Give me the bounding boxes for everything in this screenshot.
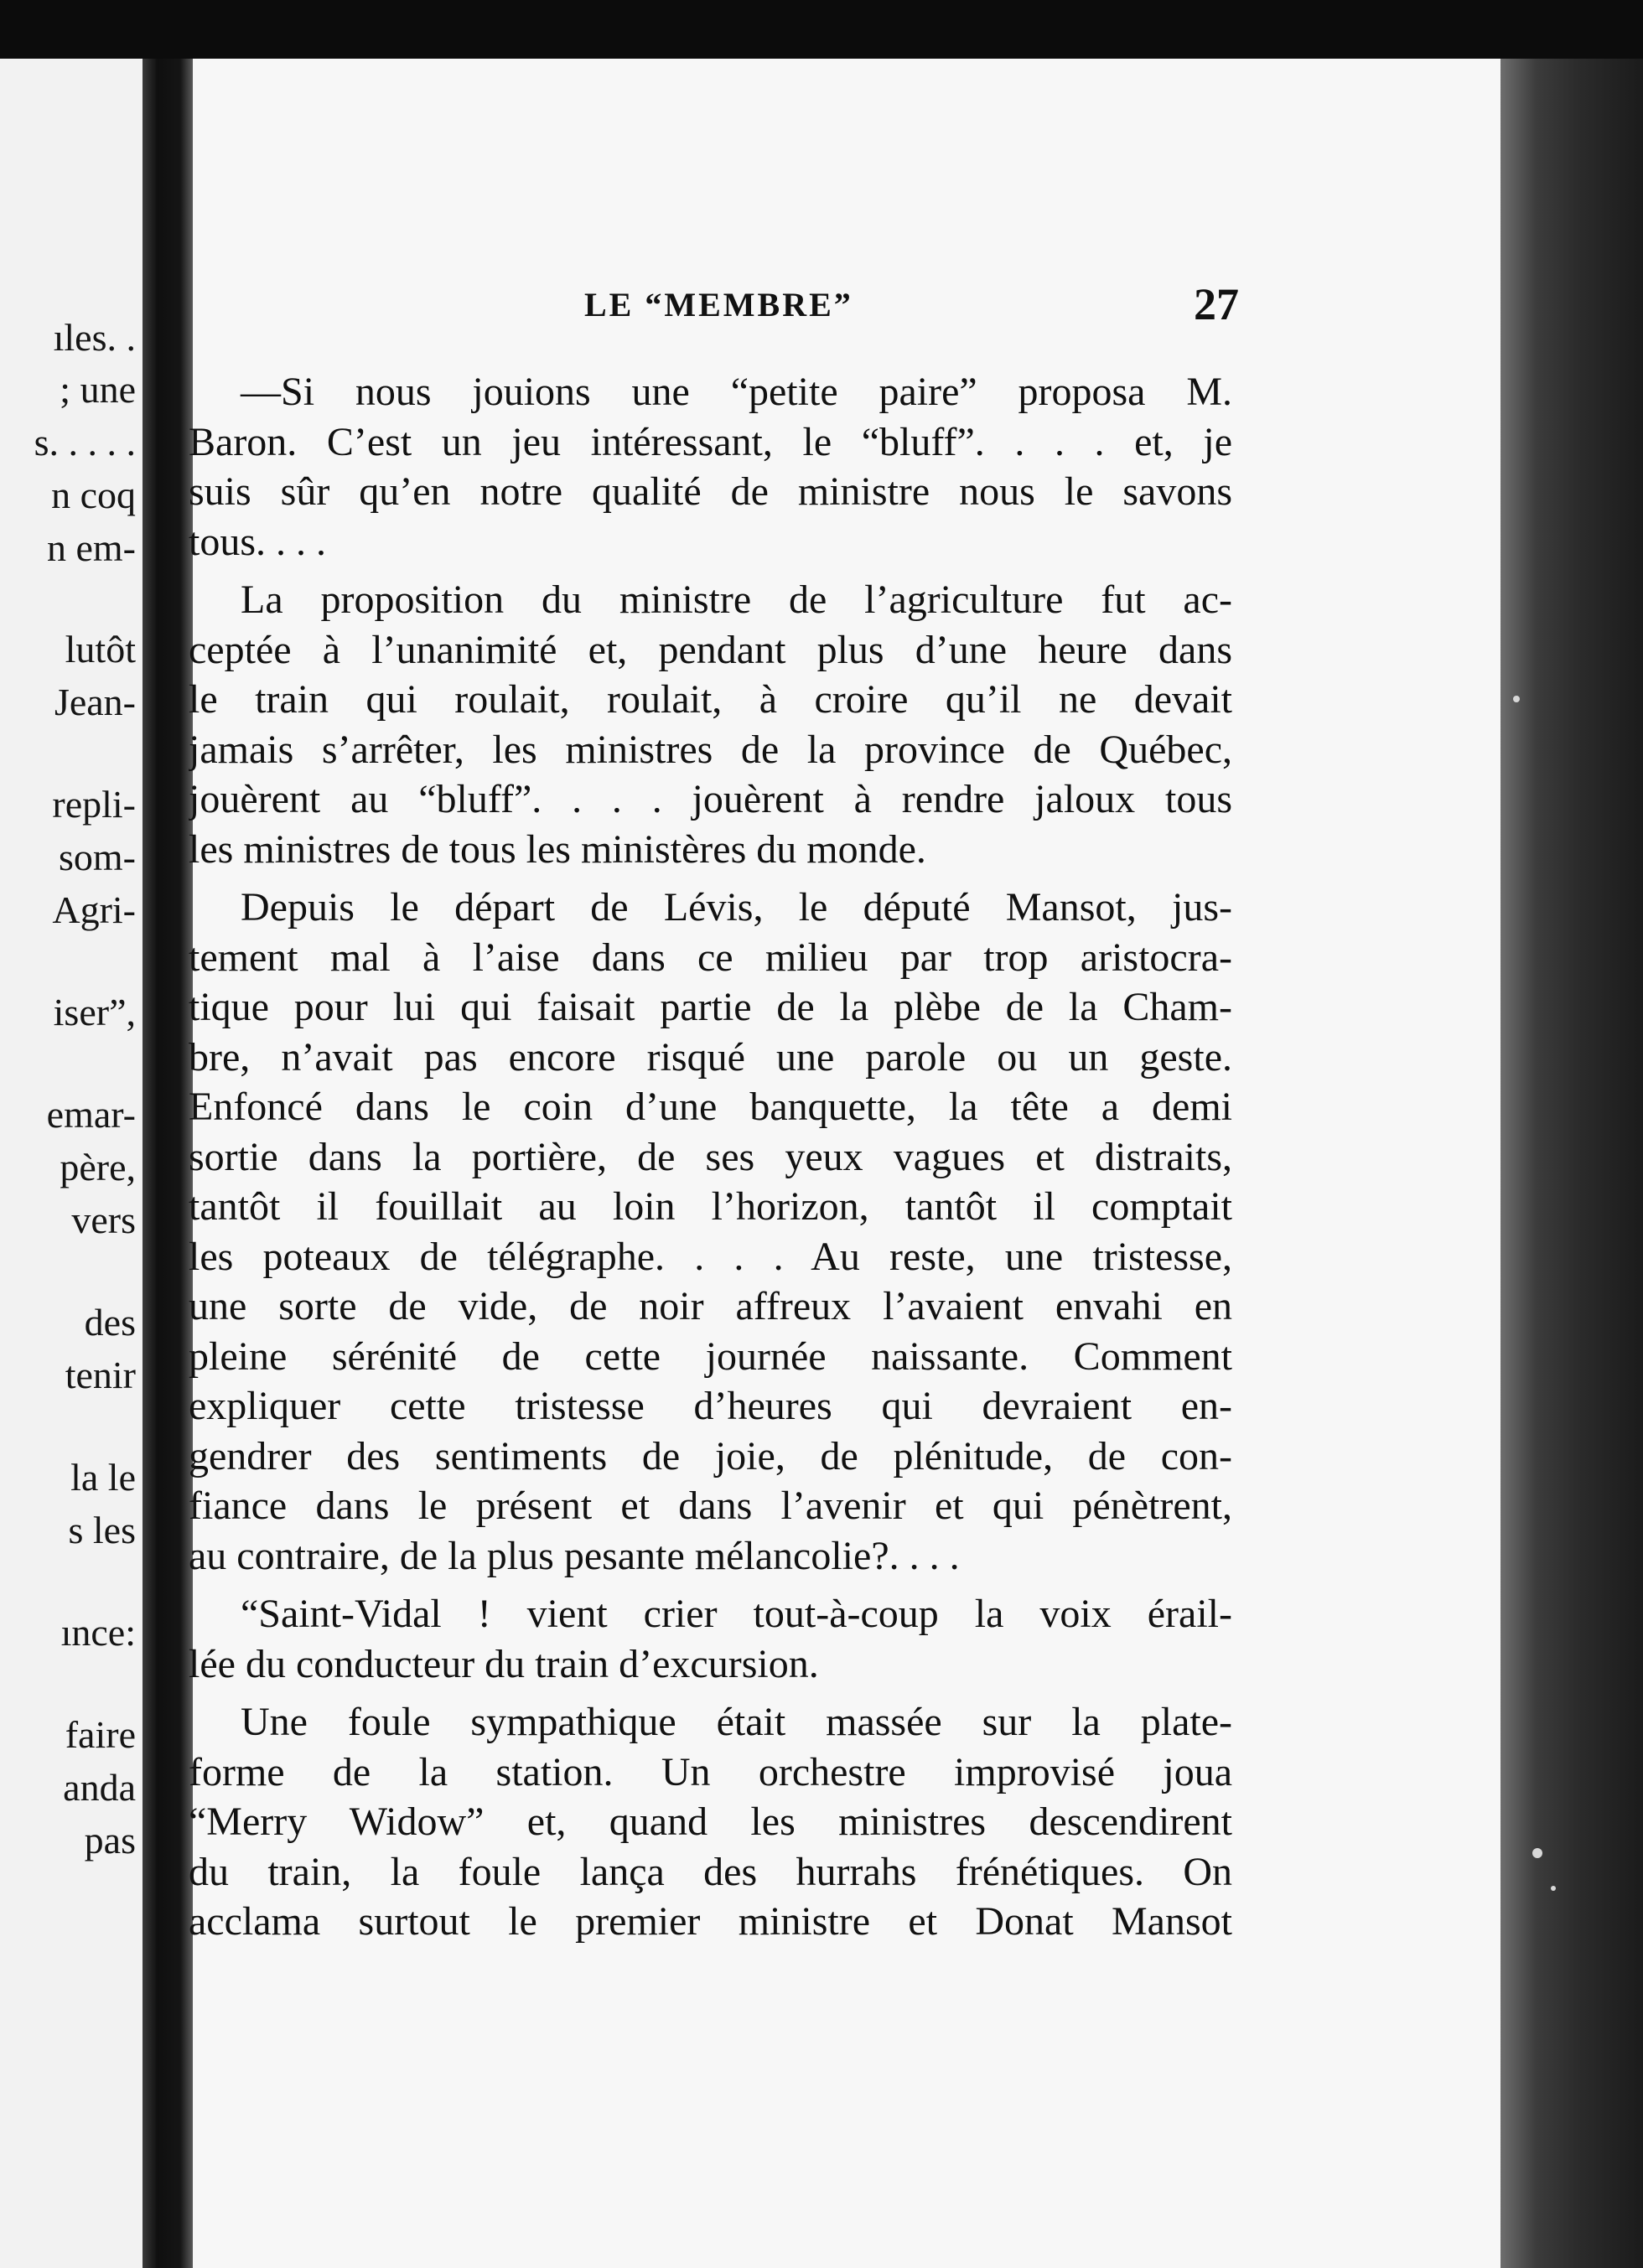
facing-page-text-fragment: des [84,1301,136,1344]
text-line: tique pour lui qui faisait partie de la plèbe de la Cham- [189,985,1232,1029]
facing-page-text-fragment: père, [60,1146,136,1188]
text-line: acclama surtout le premier ministre et Donat Mansot [189,1899,1232,1944]
scan-speck [1551,1886,1556,1891]
facing-page-text-fragment: s les [68,1509,136,1551]
facing-page-text-fragment: anda [63,1766,136,1809]
text-line: expliquer cette tristesse d’heures qui devraient en- [189,1384,1232,1428]
facing-page-text-fragment: ıles. . [53,316,136,359]
text-line: pleine sérénité de cette journée naissante. Comment [189,1333,1232,1379]
facing-page-text-fragment: n coq [51,474,136,516]
paragraph [189,1589,1232,1689]
text-line: tous. . . . [189,519,327,564]
text-line: forme de la station. Un orchestre improvisé joua [189,1749,1232,1794]
text-line: Une foule sympathique était massée sur la plate- [241,1700,1232,1744]
scan-speck [1532,1848,1542,1858]
text-line: suis sûr qu’en notre qualité de ministre nous le savons [189,469,1232,514]
text-line: une sorte de vide, de noir affreux l’avaient envahi en [189,1284,1232,1328]
body-text [189,367,1232,1947]
facing-page-text-fragment: repli- [52,783,136,826]
text-line: du train, la foule lança des hurrahs frénétiques. On [189,1849,1232,1894]
facing-page-text-fragment: ınce: [60,1611,136,1654]
facing-page-text-fragment: n em- [46,526,136,569]
facing-page-text-fragment: pas [84,1819,136,1862]
text-line: les ministres de tous les ministères du monde. [189,826,926,872]
facing-page-text-fragment: Jean- [54,681,136,723]
paragraph-gap [189,1581,1232,1589]
text-line: —Si nous jouions une “petite paire” proposa M. [241,370,1232,414]
paragraph [189,367,1232,567]
facing-page-fragment [0,59,143,2268]
text-line: “Saint-Vidal ! vient crier tout-à-coup la voix érail- [241,1592,1232,1636]
paragraph [189,883,1232,1581]
facing-page-text-fragment: vers [71,1199,136,1241]
facing-page-text-fragment: tenir [65,1354,136,1396]
text-line: Depuis le départ de Lévis, le député Mansot, jus- [241,885,1232,929]
paragraph [189,1697,1232,1947]
text-line: jouèrent au “bluff”. . . . jouèrent à rendre jaloux tous [189,777,1232,821]
text-line: “Merry Widow” et, quand les ministres descendirent [189,1799,1232,1844]
text-line: Baron. C’est un jeu intéressant, le “bluff”. . . . et, je [189,419,1232,464]
text-line: le train qui roulait, roulait, à croire qu’il ne devait [189,677,1232,722]
text-line: ceptée à l’unanimité et, pendant plus d’une heure dans [189,627,1232,672]
facing-page-text-fragment: s. . . . . [34,421,136,463]
text-line: jamais s’arrêter, les ministres de la province de Québec, [189,727,1232,772]
text-line: Enfoncé dans le coin d’une banquette, la tête a demi [189,1085,1232,1129]
paragraph-gap [189,1689,1232,1697]
text-line: tement mal à l’aise dans ce milieu par trop aristocra- [189,935,1232,980]
text-line: bre, n’avait pas encore risqué une parole ou un geste. [189,1034,1232,1080]
running-head: LE “MEMBRE” [584,286,853,324]
text-line: les poteaux de télégraphe. . . . Au reste, une tristesse, [189,1234,1232,1279]
film-top-border [0,0,1643,59]
facing-page-text-fragment: lutôt [65,628,136,671]
facing-page-text-fragment: som- [59,836,136,878]
binding-gutter [143,59,193,2268]
text-line: fiance dans le présent et dans l’avenir et qui pénètrent, [189,1484,1232,1528]
text-line: au contraire, de la plus pesante mélancolie?. . . . [189,1533,960,1578]
page-edge-shadow [1500,59,1643,2268]
scan-speck [1513,696,1520,702]
facing-page-text-fragment: Agri- [52,888,136,931]
paragraph-gap [189,874,1232,883]
paragraph [189,575,1232,874]
page-number: 27 [1194,279,1239,329]
text-line: gendrer des sentiments de joie, de plénitude, de con- [189,1433,1232,1478]
facing-page-text-fragment: emar- [46,1093,136,1136]
text-line: tantôt il fouillait au loin l’horizon, tantôt il comptait [189,1184,1232,1229]
paragraph-gap [189,567,1232,575]
facing-page-text-fragment: la le [70,1456,136,1499]
text-line: lée du conducteur du train d’excursion. [189,1641,819,1686]
facing-page-text-fragment: iser”, [53,991,136,1033]
facing-page-text-fragment: faire [65,1713,136,1756]
text-line: sortie dans la portière, de ses yeux vagues et distraits, [189,1134,1232,1179]
facing-page-text-fragment: ; une [60,368,136,411]
text-line: La proposition du ministre de l’agriculture fut ac- [241,577,1232,622]
